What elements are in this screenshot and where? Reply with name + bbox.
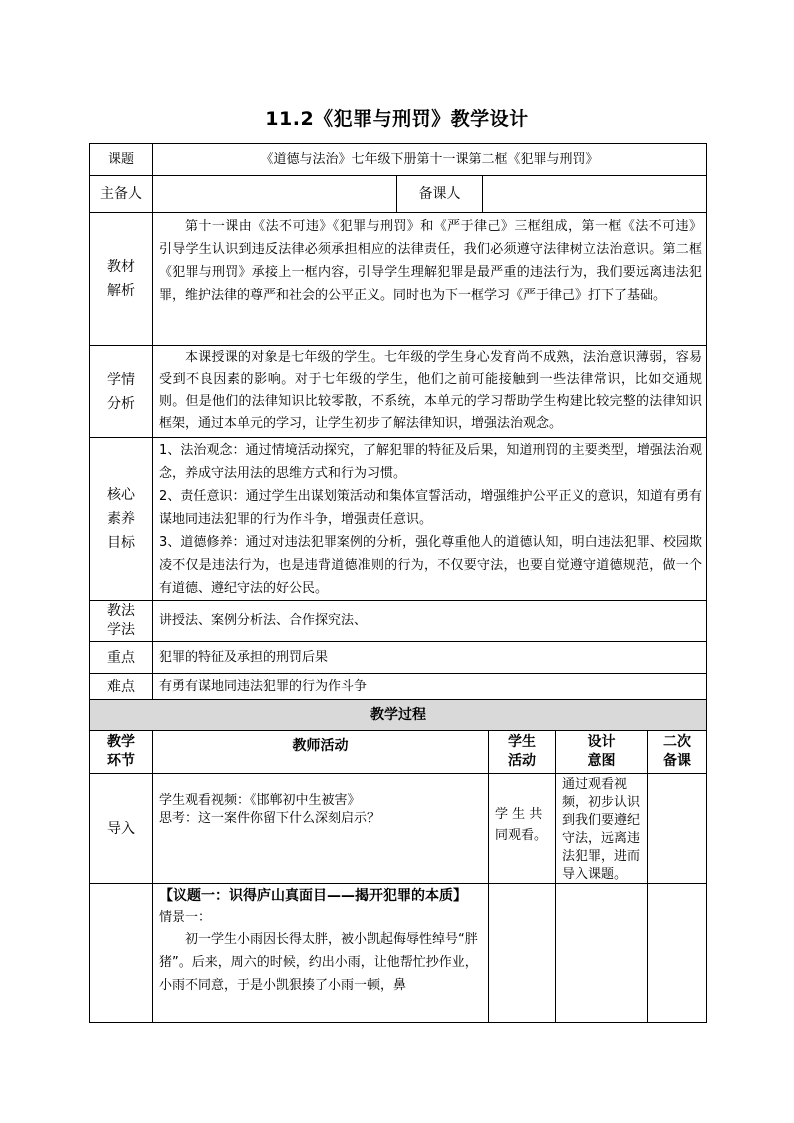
co-preparer-label: 备课人 xyxy=(396,175,483,213)
intro-stage: 导入 xyxy=(89,773,153,884)
intro-second-prep xyxy=(647,773,707,884)
learner-analysis-text: 本课授课的对象是七年级的学生。七年级的学生身心发育尚不成熟，法治意识薄弱，容易受到不良因素的影响。对于七年级的学生，他们之前可能接触到一些法律常识，比如交通规则。但是他们的法律知识比较零散，不系统，本单元的学习帮助学生构建比较完整的法律知识框架，通过本单元的学习，让学生初步了解法律知识，增强法治观念。 xyxy=(152,345,707,438)
col-design-header: 设计 意图 xyxy=(555,730,648,774)
learner-label: 学情 分析 xyxy=(89,345,153,438)
textbook-label: 教材 解析 xyxy=(89,212,153,346)
topic1-scene-label: 情景一： xyxy=(159,910,212,925)
core-goal-2: 2、责任意识：通过学生出谋划策活动和集体宣誓活动，增强维护公平正义的意识，知道有勇有谋地同违法犯罪的行为作斗争，增强责任意识。 xyxy=(159,489,702,527)
key-point-label: 重点 xyxy=(89,641,153,674)
topic1-scene-text: 初一学生小雨因长得太胖，被小凯起侮辱性绰号“胖猪”。后来，周六的时候，约出小雨，让他帮忙抄作业，小雨不同意，于是小凯狠揍了小雨一顿，鼻 xyxy=(159,932,478,993)
col-second-prep-header: 二次 备课 xyxy=(647,730,707,774)
topic1-student-activity xyxy=(488,883,556,1023)
teaching-process-header: 教学过程 xyxy=(89,699,707,731)
page-title: 11.2《犯罪与刑罚》教学设计 xyxy=(265,108,529,130)
col-teacher-header: 教师活动 xyxy=(152,730,489,774)
key-point-text: 犯罪的特征及承担的刑罚后果 xyxy=(152,641,707,674)
method-text: 讲授法、案例分析法、合作探究法、 xyxy=(152,600,707,642)
intro-video-line: 学生观看视频：《邯郸初中生被害》 xyxy=(159,793,361,808)
col-student-header: 学生 活动 xyxy=(488,730,556,774)
intro-teacher-activity xyxy=(152,773,489,884)
col-stage-header: 教学 环节 xyxy=(89,730,153,774)
topic1-teacher-activity xyxy=(152,883,489,1023)
co-preparer-value xyxy=(482,175,707,213)
topic1-second-prep xyxy=(647,883,707,1023)
topic-label: 课题 xyxy=(89,143,153,176)
difficult-point-label: 难点 xyxy=(89,673,153,700)
core-literacy-goals xyxy=(152,437,707,601)
core-goal-3: 3、道德修养：通过对违法犯罪案例的分析，强化尊重他人的道德认知，明白违法犯罪、校园欺凌不仅是违法行为，也是违背道德准则的行为，不仅要守法，也要自觉遵守道德规范，做一个有道德、遵纪守法的好公民。 xyxy=(159,535,702,596)
main-preparer-label: 主备人 xyxy=(89,175,153,213)
intro-question-line: 思考：这一案件你留下什么深刻启示？ xyxy=(159,811,381,826)
topic1-title: 【议题一：识得庐山真面目——揭开犯罪的本质】 xyxy=(159,888,467,904)
topic-value: 《道德与法治》七年级下册第十一课第二框《犯罪与刑罚》 xyxy=(152,143,707,176)
difficult-point-text: 有勇有谋地同违法犯罪的行为作斗争 xyxy=(152,673,707,700)
textbook-analysis-text: 第十一课由《法不可违》《犯罪与刑罚》和《严于律己》三框组成，第一框《法不可违》 引导学生认识到违反法律必须承担相应的法律责任，我们必须遵守法律树立法治意识。第二框《犯罪与刑罚》承接上一框内容，引导学生理解犯罪是最严重的违法行为，我们要远离违法犯罪，维护法律的尊严和社会的公平正义。同时也为下一框学习《严于律己》打下了基础。 xyxy=(152,212,707,346)
core-literacy-label: 核心 素养 目标 xyxy=(89,437,153,601)
topic1-design-intent xyxy=(555,883,648,1023)
core-goal-1: 1、法治观念：通过情境活动探究，了解犯罪的特征及后果，知道刑罚的主要类型，增强法治观念，养成守法用法的思维方式和行为习惯。 xyxy=(159,443,702,481)
topic1-stage xyxy=(89,883,153,1023)
method-label: 教法 学法 xyxy=(89,600,153,642)
main-preparer-value xyxy=(152,175,397,213)
intro-student-activity: 学 生 共同观看。 xyxy=(488,773,556,884)
intro-design-intent: 通过观看视频，初步认识到我们要遵纪守法，远离违法犯罪，进而导入课题。 xyxy=(555,773,648,884)
